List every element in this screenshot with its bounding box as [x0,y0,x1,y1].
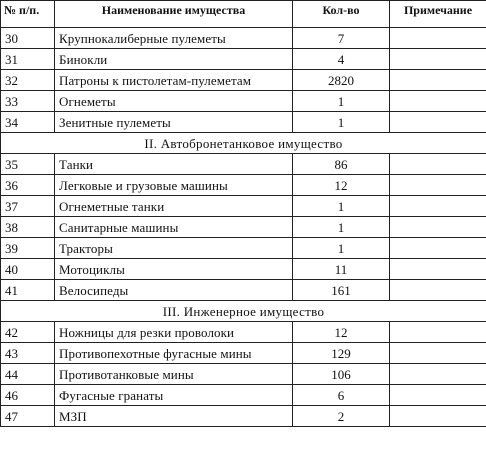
table-row [1,322,486,343]
item-note [390,49,486,70]
item-note [390,238,486,259]
item-quantity: 86 [293,154,390,175]
item-note [390,343,486,364]
item-quantity: 1 [293,217,390,238]
item-quantity: 1 [293,112,390,133]
header-row [1,1,486,28]
item-quantity: 6 [293,385,390,406]
column-header-note: Примечание [390,1,486,28]
table-row [1,175,486,196]
row-number: 30 [1,28,55,49]
item-name: Огнеметные танки [55,196,293,217]
table-header [1,1,486,28]
item-quantity: 11 [293,259,390,280]
item-name: Санитарные машины [55,217,293,238]
row-number: 40 [1,259,55,280]
table-row [1,385,486,406]
table-row [1,28,486,49]
item-name: Противотанковые мины [55,364,293,385]
section-row [1,301,486,322]
column-header-name: Наименование имущества [55,1,293,28]
item-name: Ножницы для резки проволоки [55,322,293,343]
item-note [390,112,486,133]
item-name: Велосипеды [55,280,293,301]
item-note [390,28,486,49]
item-note [390,322,486,343]
item-note [390,385,486,406]
item-quantity: 12 [293,175,390,196]
item-note [390,217,486,238]
table-body [1,28,486,427]
item-quantity: 1 [293,91,390,112]
table-row [1,406,486,427]
row-number: 33 [1,91,55,112]
item-name: Противопехотные фугасные мины [55,343,293,364]
item-note [390,259,486,280]
row-number: 34 [1,112,55,133]
table-row [1,280,486,301]
item-name: Фугасные гранаты [55,385,293,406]
row-number: 47 [1,406,55,427]
table-row [1,364,486,385]
item-name: Бинокли [55,49,293,70]
table-row [1,217,486,238]
item-quantity: 2820 [293,70,390,91]
row-number: 31 [1,49,55,70]
table-row [1,154,486,175]
table-row [1,112,486,133]
item-name: Тракторы [55,238,293,259]
item-name: Мотоциклы [55,259,293,280]
row-number: 36 [1,175,55,196]
section-heading-armor: II. Автобронетанковое имущество [1,133,486,154]
row-number: 37 [1,196,55,217]
item-quantity: 4 [293,49,390,70]
item-quantity: 7 [293,28,390,49]
item-name: Крупнокалиберные пулеметы [55,28,293,49]
item-name: Танки [55,154,293,175]
row-number: 44 [1,364,55,385]
item-quantity: 106 [293,364,390,385]
row-number: 41 [1,280,55,301]
item-note [390,91,486,112]
table-row [1,343,486,364]
item-note [390,364,486,385]
item-quantity: 1 [293,196,390,217]
section-heading-engineering: III. Инженерное имущество [1,301,486,322]
item-note [390,175,486,196]
item-name: Огнеметы [55,91,293,112]
item-name: Зенитные пулеметы [55,112,293,133]
item-quantity: 1 [293,238,390,259]
item-name: Патроны к пистолетам-пулеметам [55,70,293,91]
row-number: 38 [1,217,55,238]
section-row [1,133,486,154]
item-note [390,154,486,175]
item-name: МЗП [55,406,293,427]
row-number: 43 [1,343,55,364]
table-row [1,49,486,70]
row-number: 39 [1,238,55,259]
row-number: 32 [1,70,55,91]
item-name: Легковые и грузовые машины [55,175,293,196]
table-row [1,91,486,112]
table-row [1,196,486,217]
item-note [390,196,486,217]
table-row [1,259,486,280]
row-number: 46 [1,385,55,406]
item-note [390,406,486,427]
item-note [390,70,486,91]
table-row [1,238,486,259]
item-quantity: 12 [293,322,390,343]
table-row [1,70,486,91]
item-quantity: 161 [293,280,390,301]
item-note [390,280,486,301]
item-quantity: 2 [293,406,390,427]
row-number: 42 [1,322,55,343]
column-header-quantity: Кол-во [293,1,390,28]
column-header-number: № п/п. [1,1,55,28]
row-number: 35 [1,154,55,175]
item-quantity: 129 [293,343,390,364]
